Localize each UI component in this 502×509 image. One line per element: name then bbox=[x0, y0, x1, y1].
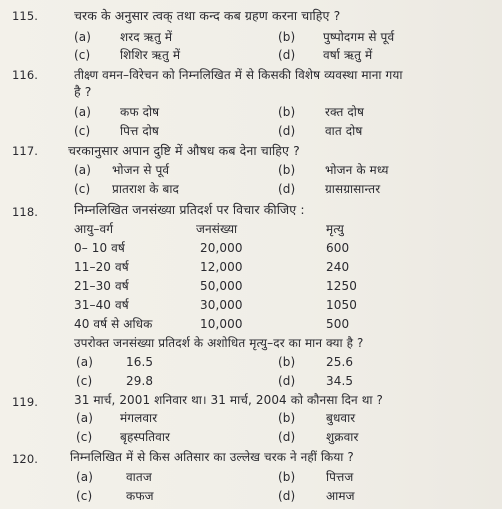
table-cell-population: 20,000 bbox=[200, 241, 243, 255]
table-cell-age: 21–30 वर्ष bbox=[74, 279, 129, 293]
q115-option-a-text: शरद ऋतु में bbox=[120, 30, 173, 44]
table-cell-deaths: 240 bbox=[326, 260, 350, 274]
question-118-text: निम्नलिखित जनसंख्या प्रतिदर्श पर विचार कीजिए : bbox=[74, 202, 305, 217]
q117-option-b-text: भोजन के मध्य bbox=[325, 163, 389, 177]
q118-option-b-label: (b) bbox=[278, 355, 296, 369]
question-119-text: 31 मार्च, 2001 शनिवार था। 31 मार्च, 2004 को कौनसा दिन था ? bbox=[74, 393, 383, 407]
q117-option-b-label: (b) bbox=[278, 163, 296, 177]
q116-option-c-text: पित्त दोष bbox=[120, 124, 159, 138]
question-117-text: चरकानुसार अपान दुष्टि में औषध कब देना चाहिए ? bbox=[68, 143, 300, 158]
q117-option-a-text: भोजन से पूर्व bbox=[112, 163, 170, 177]
table-cell-population: 30,000 bbox=[200, 298, 243, 312]
q120-option-d-label: (d) bbox=[278, 489, 296, 503]
table-cell-deaths: 1050 bbox=[326, 298, 357, 312]
q118-option-b-text: 25.6 bbox=[326, 355, 354, 369]
table-header-deaths: मृत्यु bbox=[326, 222, 344, 236]
q116-option-c-label: (c) bbox=[74, 124, 91, 138]
q120-option-b-label: (b) bbox=[278, 470, 296, 484]
q119-option-a-label: (a) bbox=[76, 411, 94, 425]
q117-option-d-label: (d) bbox=[278, 182, 296, 196]
table-header-age-group: आयु–वर्ग bbox=[74, 222, 114, 236]
q116-option-a-text: कफ दोष bbox=[120, 105, 160, 119]
q115-option-c-text: शिशिर ऋतु में bbox=[120, 48, 181, 62]
question-120-number: 120. bbox=[12, 452, 39, 466]
question-115-text: चरक के अनुसार त्वक् तथा कन्द कब ग्रहण करना चाहिए ? bbox=[74, 8, 341, 23]
q117-option-c-text: प्रातराश के बाद bbox=[112, 182, 180, 196]
q119-option-c-text: बृहस्पतिवार bbox=[120, 430, 171, 444]
q120-option-c-text: कफज bbox=[126, 489, 154, 503]
q120-option-c-label: (c) bbox=[76, 489, 93, 503]
q120-option-d-text: आमज bbox=[326, 489, 355, 503]
question-118-number: 118. bbox=[12, 205, 39, 219]
q120-option-a-label: (a) bbox=[76, 470, 94, 484]
q117-option-d-text: ग्रासग्रासान्तर bbox=[325, 182, 381, 196]
table-cell-population: 50,000 bbox=[200, 279, 243, 293]
q118-option-a-text: 16.5 bbox=[126, 355, 154, 369]
q119-option-d-text: शुक्रवार bbox=[326, 430, 359, 444]
q116-option-b-text: रक्त दोष bbox=[325, 105, 365, 119]
question-120-text: निम्नलिखित में से किस अतिसार का उल्लेख चरक ने नहीं किया ? bbox=[70, 450, 354, 464]
table-header-population: जनसंख्या bbox=[196, 222, 238, 236]
q118-option-d-text: 34.5 bbox=[326, 374, 354, 388]
table-cell-population: 10,000 bbox=[200, 317, 243, 331]
question-118-subquestion: उपरोक्त जनसंख्या प्रतिदर्श के अशोधित मृत्यु–दर का मान क्या है ? bbox=[74, 336, 364, 350]
question-116-text-line2: है ? bbox=[74, 84, 92, 99]
table-cell-age: 0– 10 वर्ष bbox=[74, 241, 125, 255]
table-cell-deaths: 500 bbox=[326, 317, 350, 331]
q115-option-b-label: (b) bbox=[278, 30, 296, 44]
question-119-number: 119. bbox=[12, 395, 39, 409]
question-116-number: 116. bbox=[12, 68, 39, 82]
q116-option-a-label: (a) bbox=[74, 105, 92, 119]
q120-option-b-text: पित्तज bbox=[326, 470, 354, 484]
table-cell-deaths: 600 bbox=[326, 241, 350, 255]
q120-option-a-text: वातज bbox=[126, 470, 152, 484]
table-cell-age: 40 वर्ष से अधिक bbox=[74, 317, 153, 331]
q118-option-d-label: (d) bbox=[278, 374, 296, 388]
q116-option-b-label: (b) bbox=[278, 105, 296, 119]
q115-option-d-label: (d) bbox=[278, 48, 296, 62]
table-cell-deaths: 1250 bbox=[326, 279, 357, 293]
table-cell-age: 31–40 वर्ष bbox=[74, 298, 129, 312]
question-117-number: 117. bbox=[12, 144, 39, 158]
q119-option-c-label: (c) bbox=[76, 430, 93, 444]
q118-option-c-text: 29.8 bbox=[126, 374, 154, 388]
question-115-number: 115. bbox=[12, 9, 39, 23]
q115-option-b-text: पुष्पोदगम से पूर्व bbox=[323, 30, 395, 44]
q115-option-a-label: (a) bbox=[74, 30, 92, 44]
q119-option-a-text: मंगलवार bbox=[120, 411, 158, 425]
q119-option-b-label: (b) bbox=[278, 411, 296, 425]
q119-option-b-text: बुधवार bbox=[326, 411, 356, 425]
question-116-text-line1: तीक्ष्ण वमन–विरेचन को निम्नलिखित में से किसकी विशेष व्यवस्था माना गया bbox=[74, 68, 403, 82]
q117-option-c-label: (c) bbox=[74, 182, 91, 196]
q119-option-d-label: (d) bbox=[278, 430, 296, 444]
q115-option-d-text: वर्षा ऋतु में bbox=[323, 48, 373, 62]
table-cell-age: 11–20 वर्ष bbox=[74, 260, 129, 274]
q117-option-a-label: (a) bbox=[74, 163, 92, 177]
q116-option-d-label: (d) bbox=[278, 124, 296, 138]
q118-option-c-label: (c) bbox=[76, 374, 93, 388]
q118-option-a-label: (a) bbox=[76, 355, 94, 369]
q115-option-c-label: (c) bbox=[74, 48, 91, 62]
table-cell-population: 12,000 bbox=[200, 260, 243, 274]
q116-option-d-text: वात दोष bbox=[325, 124, 363, 138]
